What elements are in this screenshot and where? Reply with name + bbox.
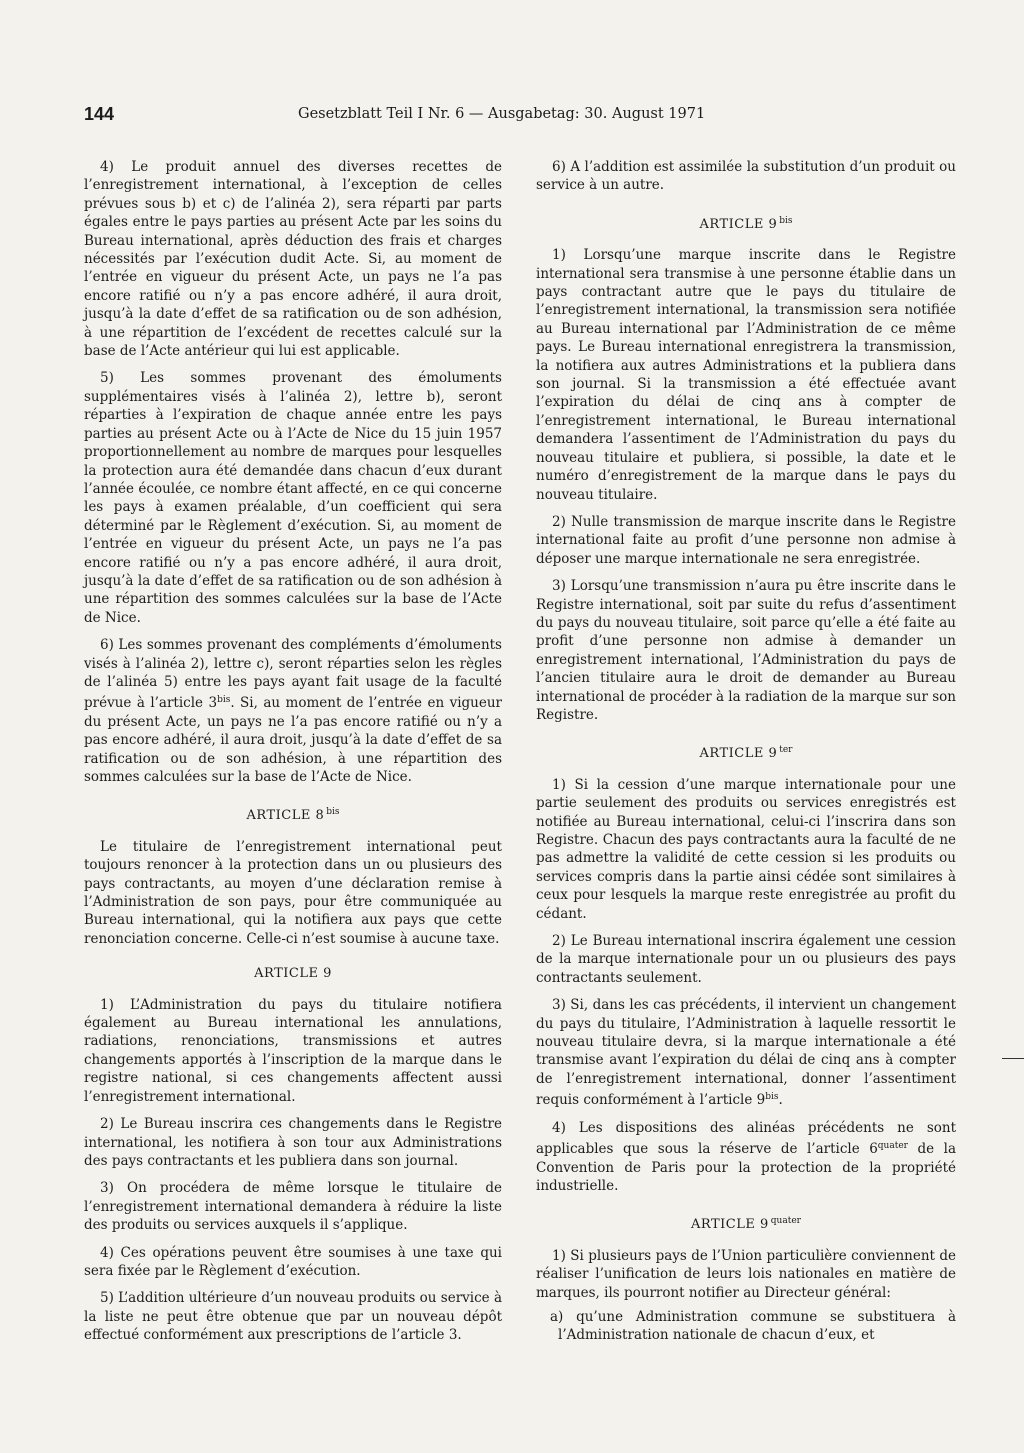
article-9-paragraph-6: 6) A l’addition est assimilée la substitution d’un produit ou service à un autre. — [536, 159, 956, 194]
article-8bis-heading: ARTICLE 8 $^{bis}$ — [246, 807, 340, 824]
article-8-paragraph-5: 5) Les sommes provenant des émoluments supplémentaires visés à l’alinéa 2), lettre b), seront réparties à l’expiration de chaque année entre les pays parties au présent Acte ou à l’Acte de Nice du 15 juin 1957 proportionnellement au nombre de marques pour lesquelles la protection aura été demandée dans chacun d’eux durant l’année écoulée, ce nombre étant affecté, en ce qui concerne les pays à examen préalable, d’un coefficient qui sera déterminé par le Règlement d’exécution. Si, au moment de l’entrée en vigueur du présent Acte, un pays ne l’a pas encore ratifié ou n’y a pas encore adhéré, il aura droit, jusqu’à la date d’effet de sa ratification ou de son adhésion à une répartition des sommes calculées sur la base de l’Acte de Nice. — [84, 370, 502, 626]
article-9ter-heading: ARTICLE 9 $^{ter}$ — [699, 745, 793, 762]
article-9-paragraph-5: 5) L’addition ultérieure d’un nouveau produits ou service à la liste ne peut être obtenue que par un nouveau dépôt effectué conformément aux prescriptions de l’article 3. — [84, 1290, 502, 1344]
margin-mark — [1002, 1058, 1024, 1059]
article-9bis-heading: ARTICLE 9 $^{bis}$ — [699, 215, 793, 232]
page-header — [84, 104, 784, 128]
article-9-paragraph-3: 3) On procédera de même lorsque le titulaire de l’enregistrement international demandera à réduire la liste des produits ou services auxquels il s’applique. — [84, 1180, 502, 1234]
article-9quater-item-a: a) qu’une Administration commune se substituera à l’Administration nationale de chacun d’eux, et — [550, 1308, 956, 1344]
article-9-paragraph-1: 1) L’Administration du pays du titulaire notifiera également au Bureau international les annulations, radiations, renonciations, transmissions et autres changements apportés à l’inscription de la marque dans le registre national, si ces changements affectent aussi l’enregistrement international. — [84, 996, 502, 1105]
running-head: Gesetzblatt Teil I Nr. 6 — Ausgabetag: 30. August 1971 — [298, 106, 706, 122]
page-number: 144 — [84, 104, 115, 124]
article-9-paragraph-2: 2) Le Bureau inscrira ces changements dans le Registre international, les notifiera à son tour aux Administrations des pays contractants et les publiera dans son journal. — [84, 1116, 502, 1169]
article-9ter-paragraph-3: 3) Si, dans les cas précédents, il intervient un changement du pays du titulaire, l’Administration à laquelle ressortit le nouveau titulaire devra, si la marque internationale a été transmise avant l’expiration du délai de cinq ans à compter de l’enregistrement international, donner l’assentiment requis conformément à l’article $9^{bis}$. — [536, 997, 956, 1109]
article-9quater-heading: ARTICLE 9 $^{quater}$ — [691, 1216, 801, 1233]
right-column — [536, 158, 956, 1345]
article-9bis-paragraph-2: 2) Nulle transmission de marque inscrite dans le Registre international faite au profit d’une personne non admise à déposer une marque internationale ne sera enregistrée. — [536, 513, 956, 567]
left-column — [84, 158, 502, 1354]
article-8-paragraph-6: 6) Les sommes provenant des compléments d’émoluments visés à l’alinéa 2), lettre c), seront réparties selon les règles de l’alinéa 5) entre les pays ayant fait usage de la faculté prévue à l’article $3^{bis}$. Si, au moment de l’entrée en vigueur du présent Acte, un pays ne l’a pas encore ratifié ou n’y a pas encore adhéré, il aura droit, jusqu’à la date d’effet de sa ratification ou de son adhésion, à une répartition des sommes calculées sur la base de l’Acte de Nice. — [84, 637, 502, 785]
article-8bis-text: Le titulaire de l’enregistrement international peut toujours renoncer à la protection dans un ou plusieurs des pays contractants, au moyen d’une déclaration remise à l’Administration de son pays, pour être communiquée au Bureau international, qui la notifiera aux pays que cette renonciation concerne. Celle-ci n’est soumise à aucune taxe. — [84, 838, 502, 947]
article-9ter-paragraph-4: 4) Les dispositions des alinéas précédents ne sont applicables que sous la réserve de l’article $6^{quater}$ de la Convention de Paris pour la protection de la propriété industrielle. — [536, 1119, 956, 1194]
article-9ter-paragraph-1: 1) Si la cession d’une marque internationale pour une partie seulement des produits ou services enregistrés est notifiée au Bureau international, celui-ci l’inscrira dans son Registre. Chacun des pays contractants aura la faculté de ne pas admettre la validité de cette cession si les produits ou services compris dans la partie ainsi cédée sont similaires à ceux pour lesquels la marque reste enregistrée au profit du cédant. — [536, 776, 956, 922]
article-9quater-paragraph-1: 1) Si plusieurs pays de l’Union particulière conviennent de réaliser l’unification de leurs lois nationales en matière de marques, ils pourront notifier au Directeur général: — [536, 1247, 956, 1301]
article-9-paragraph-4: 4) Ces opérations peuvent être soumises à une taxe qui sera fixée par le Règlement d’exécution. — [84, 1244, 502, 1279]
article-8-paragraph-4: 4) Le produit annuel des diverses recettes de l’enregistrement international, à l’exception de celles prévues sous b) et c) de l’alinéa 2), sera réparti par parts égales entre le pays parties au présent Acte par les soins du Bureau international, après déduction des frais et charges nécessités par l’exécution dudit Acte. Si, au moment de l’entrée en vigueur du présent Acte, un pays ne l’a pas encore ratifié ou n’y a pas encore adhéré, il aura droit, jusqu’à la date d’effet de sa ratification ou de son adhésion, à une répartition de l’excédent de recettes calculé sur la base de l’Acte antérieur qui lui est applicable. — [84, 159, 502, 360]
article-9ter-paragraph-2: 2) Le Bureau international inscrira également une cession de la marque internationale pour un ou plusieurs des pays contractants seulement. — [536, 933, 956, 986]
article-9bis-paragraph-1: 1) Lorsqu’une marque inscrite dans le Registre international sera transmise à une personne établie dans un pays contractant autre que le pays du titulaire de l’enregistrement international, la transmission sera notifiée au Bureau international par l’Administration de ce même pays. Le Bureau international enregistrera la transmission, la notifiera aux autres Administrations et la publiera dans son journal. Si la transmission a été effectuée avant l’expiration du délai de cinq ans à compter de l’enregistrement international, le Bureau international demandera l’assentiment de l’Administration du pays du nouveau titulaire et publiera, si possible, la date et le numéro d’enregistrement de la marque dans le pays du nouveau titulaire. — [536, 247, 956, 503]
article-9-heading: ARTICLE 9 — [254, 966, 332, 982]
article-9bis-paragraph-3: 3) Lorsqu’une transmission n’aura pu être inscrite dans le Registre international, soit par suite du refus d’assentiment du pays du nouveau titulaire, soit parce qu’elle a été faite au profit d’une personne non admise à demander un enregistrement international, l’Administration du pays de l’ancien titulaire aura le droit de demander au Bureau international de procéder à la radiation de la marque sur son Registre. — [536, 578, 956, 723]
